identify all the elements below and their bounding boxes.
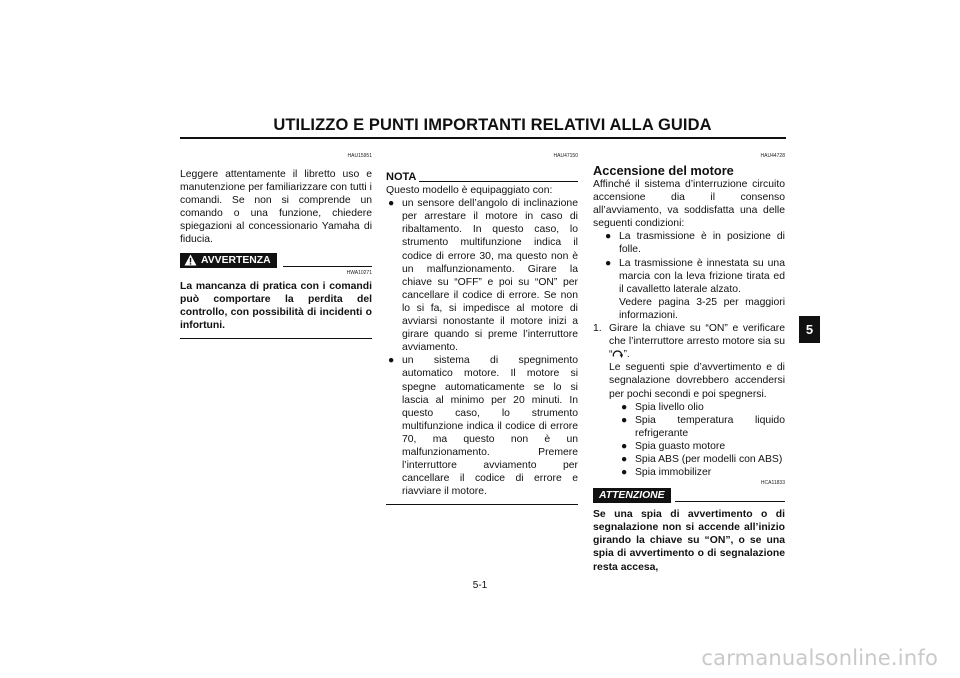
list-item-text: Spia guasto motore xyxy=(635,440,726,452)
ref-code: HAU15951 xyxy=(347,153,372,159)
list-item-text: Spia livello olio xyxy=(635,401,704,413)
list-item xyxy=(386,197,578,354)
warning-end-rule xyxy=(180,338,372,339)
warning-heading xyxy=(180,253,372,268)
ref-code: HAU44728 xyxy=(760,153,785,159)
bullet-icon: ● xyxy=(621,453,628,465)
bullet-icon: ● xyxy=(388,355,395,367)
section-intro: Affinché il sistema d’interruzione circuito accensione dia il consenso all’avviamento, va soddisfatta una delle seguenti condizioni: xyxy=(593,179,785,230)
column-3 xyxy=(593,140,785,574)
step-text-a: Girare la chiave su “ON” e verificare che l’interruttore arresto motore sia su “ xyxy=(609,323,785,361)
note-end-rule xyxy=(386,504,578,505)
list-item xyxy=(609,414,785,440)
page-title: UTILIZZO E PUNTI IMPORTANTI RELATIVI ALLA GUIDA xyxy=(273,116,712,134)
warning-text: La mancanza di pratica con i comandi può comportare la perdita del controllo, con possibilità di incidenti o infortuni. xyxy=(180,280,372,331)
watermark: carmanualsonline.info xyxy=(701,646,938,670)
condition-text: La trasmissione è innestata su una marcia con la leva frizione tirata ed il cavalletto laterale alzato. xyxy=(619,257,785,295)
warning-label: AVVERTENZA xyxy=(201,254,271,266)
note-lead: Questo modello è equipaggiato con: xyxy=(386,185,553,197)
note-label: NOTA xyxy=(386,171,417,183)
column-1 xyxy=(180,140,372,339)
list-item-text: un sistema di spegnimento automatico motore. Il motore si spegne automaticamente se lo si lascia al minimo per 20 minuti. In questo caso, lo strumento multifunzione indica il codice di errore 70, ma questo non è un malfunzionamento. Premere l’interruttore avviamento per cancellare il codice di errore e riavviare il motore. xyxy=(402,355,578,498)
engine-run-switch-icon xyxy=(612,348,623,358)
step-text xyxy=(609,322,785,401)
list-item xyxy=(609,453,785,466)
list-item xyxy=(609,466,785,479)
list-item xyxy=(609,401,785,414)
list-item-text: Spia ABS (per modelli con ABS) xyxy=(635,453,783,465)
bullet-icon: ● xyxy=(621,440,628,452)
list-item xyxy=(609,440,785,453)
list-item-text: un sensore dell’angolo di inclinazione per arrestare il motore in caso di ribaltamento. In questo caso, lo strumento multifunzione indica il codice di errore 30, ma questo non è un malfunzionamento. Girare la chiave su “OFF” e poi su “ON” per cancellare il codice di errore. Se non lo si fa, si impedisce al motore di avviarsi nonostante il motore inizi a girare quando si preme l’interruttore avviamento. xyxy=(402,198,578,354)
caution-label: ATTENZIONE xyxy=(593,488,671,503)
chapter-tab: 5 xyxy=(799,316,820,343)
caution-text: Se una spia di avvertimento o di segnalazione non si accende all’inizio girando la chiave su “ON”, o se una spia di avvertimento o di segnalazione resta accesa, xyxy=(593,509,785,573)
caution-heading xyxy=(593,488,785,503)
step-text-c: Le seguenti spie d’avvertimento e di segnalazione dovrebbero accendersi per pochi secondi e poi spegnersi. xyxy=(609,362,785,400)
page-number: 5-1 xyxy=(472,580,488,591)
bullet-icon: ● xyxy=(621,467,628,479)
warning-lights-list xyxy=(593,401,785,480)
warning-badge xyxy=(180,253,277,268)
step-number: 1. xyxy=(593,323,602,335)
bullet-icon: ● xyxy=(621,414,628,426)
list-item-text: Spia immobilizer xyxy=(635,467,712,479)
column-2 xyxy=(386,140,578,505)
bullet-icon: ● xyxy=(388,198,395,210)
list-item xyxy=(593,257,785,322)
ref-code: HCA11833 xyxy=(760,480,785,487)
note-heading xyxy=(386,171,578,184)
list-item xyxy=(386,354,578,498)
step-item xyxy=(593,322,785,401)
list-item-text xyxy=(619,257,785,322)
title-rule xyxy=(180,137,786,139)
list-item-text: Spia temperatura liquido refrigerante xyxy=(635,414,785,439)
note-rule xyxy=(419,181,578,182)
ref-code: HAU47150 xyxy=(553,153,578,159)
warning-rule xyxy=(283,266,372,267)
bullet-icon: ● xyxy=(621,401,628,413)
step-text-b: ”. xyxy=(623,349,630,361)
list-item-text: La trasmissione è in posizione di folle. xyxy=(619,231,785,256)
caution-rule xyxy=(675,501,785,502)
warning-triangle-icon xyxy=(184,254,197,266)
list-item xyxy=(593,230,785,256)
ref-code: HWA10271 xyxy=(346,269,372,276)
bullet-icon: ● xyxy=(605,231,612,243)
see-page-text: Vedere pagina 3-25 per maggiori informazioni. xyxy=(619,296,785,321)
section-title: Accensione del motore xyxy=(593,163,734,178)
bullet-icon: ● xyxy=(605,257,612,269)
intro-paragraph: Leggere attentamente il libretto uso e manutenzione per familiarizzare con tutti i comandi. Se non si comprende un comando o una funzione, chiedere spiegazioni al concessionario Yamaha di fiducia. xyxy=(180,169,372,246)
